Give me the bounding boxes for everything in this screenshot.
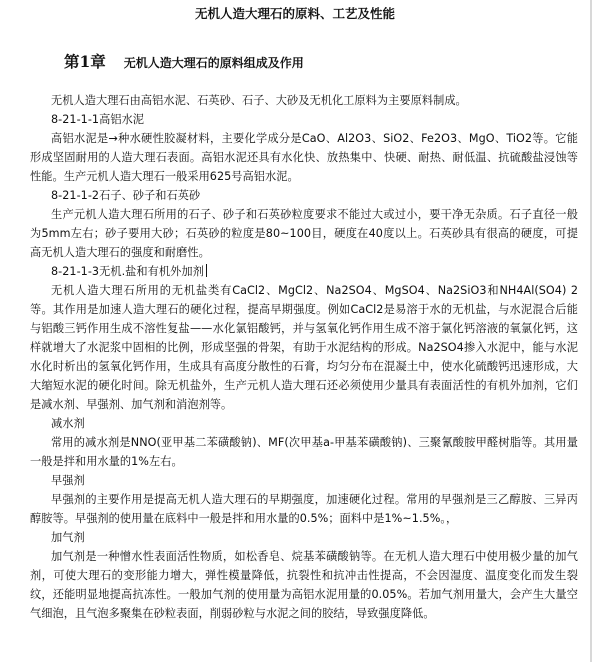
chapter-number: 第1章 — [64, 52, 106, 71]
intro-paragraph: 无机人造大理石由高铝水泥、石英砂、石子、大砂及无机化工原料为主要原料制成。 — [51, 94, 467, 107]
text-cursor — [206, 264, 207, 277]
paragraph-additives: 无机人造大理石所用的无机盐类有CaCl2、MgCl2、Na2SO4、MgSO4、Na2SiO3和NH4Al(SO4) 2等。其作用是加速人造大理石的硬化过程，提高早期强度。例如CaCl2是易溶于水的无机盐，与水泥混合后能与铝酸三钙作用生成不溶性复盐——水化氯铝酸钙，并与氢氧化钙作用生成不溶于氯化钙溶液的氧氯化钙，这样就增大了水泥浆中固相的比例，形成坚强的骨架，有助于水泥结构的形成。Na2SO4掺入水泥中，能与水泥水化时析出的氢氧化钙作用，生成具有高度分散性的石膏，均匀分布在混凝土中，使水化硫酸钙迅速形成，大大缩短水泥的硬化时间。除无机盐外，生产元机人造大理石还必须使用少量具有表面活性的有机外加剂，它们是减水剂、早强剂、加气剂和消泡剂等。 — [30, 284, 578, 411]
subheading-early-strength: 早强剂 — [51, 474, 85, 487]
subheading-air-entraining: 加气剂 — [51, 531, 85, 544]
paragraph-water-reducer: 常用的减水剂是NNO(亚甲基二苯磺酸钠)、MF(次甲基a-甲基苯磺酸钠)、三聚氰酸胺甲醛树脂等。其用量一般是拌和用水量的1%左右。 — [30, 436, 578, 468]
chapter-title: 无机人造大理石的原料组成及作用 — [123, 56, 304, 70]
section-heading-cement: 8-21-1-1高铝水泥 — [51, 113, 145, 126]
paragraph-early-strength: 早强剂的主要作用是提高无机人造大理石的早期强度，加速硬化过程。常用的早强剂是三乙醇胺、三异丙醇胺等。早强剂的使用量在底料中一般是拌和用水量的0.5%；面料中是1%~1.5%。， — [30, 493, 578, 525]
document-body[interactable] — [30, 91, 578, 623]
paragraph-air-entraining: 加气剂是一种憎水性表面活性物质，如松香皂、烷基苯磺酸钠等。在无机人造大理石中使用极少量的加气剂，可使大理石的变形能力增大，弹性模量降低，抗裂性和抗冲击性提高，不会因湿度、温度变化而发生裂纹，还能明显地提高抗冻性。一般加气剂的使用量为高铝水泥用量的0.05%。若加气剂用量大，会产生大量空气细泡，且气泡多聚集在砂粒表面，削弱砂粒与水泥之间的胶结，导致强度降低。 — [30, 550, 578, 620]
section-heading-additives-text: 8-21-1-3无机.盐和有机外加剂 — [51, 265, 204, 278]
paragraph-cement: 高铝水泥是→种水硬性胶凝材料，主要化学成分是CaO、Al2O3、SiO2、Fe2O3、MgO、TiO2等。它能形成坚固耐用的人造大理石表面。高铝水泥还具有水化快、放热集中、快硬、耐热、耐低温、抗硫酸盐浸蚀等性能。生产元机人造大理石一般采用625号高铝水泥。 — [30, 132, 578, 183]
section-heading-additives — [30, 262, 578, 281]
document-title: 无机人造大理石的原料、工艺及性能 — [194, 6, 395, 21]
paragraph-aggregates: 生产元机人造大理石所用的石子、砂子和石英砂粒度要求不能过大或过小，要干净无杂质。石子直径一般为5mm左右；砂子要用大砂；石英砂的粒度是80~100目，硬度在40度以上。石英砂具有很高的硬度，可提高无机人造大理石的强度和耐磨性。 — [30, 208, 578, 259]
section-heading-aggregates: 8-21-1-2石子、砂子和石英砂 — [51, 189, 201, 202]
subheading-water-reducer: 减水剂 — [51, 417, 85, 430]
chapter-heading — [64, 50, 304, 72]
